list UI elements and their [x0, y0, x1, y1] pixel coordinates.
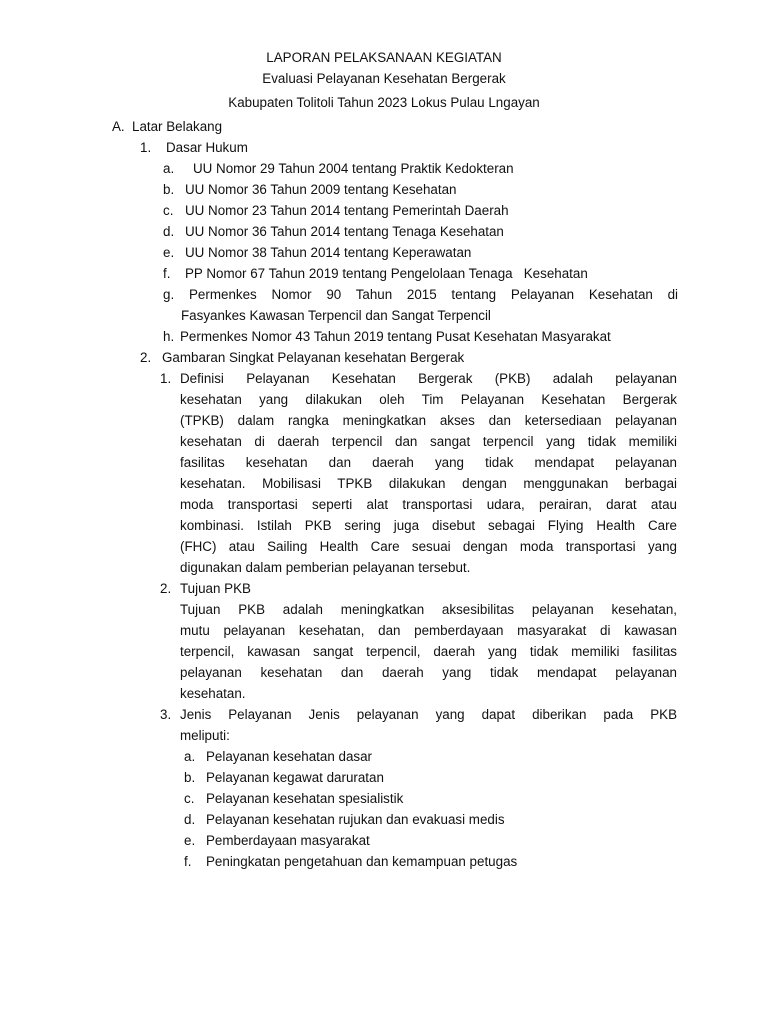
service-item: Pelayanan kesehatan spesialistik — [206, 791, 404, 806]
paragraph-line: (FHC) atau Sailing Health Care sesuai dengan moda transportasi yang — [180, 539, 677, 554]
paragraph-line: kesehatan yang dilakukan oleh Tim Pelayanan Kesehatan Bergerak — [180, 392, 677, 407]
sub-3-marker: 3. — [160, 707, 172, 722]
paragraph-line: fasilitas kesehatan dan daerah yang tidak mendapat pelayanan — [180, 455, 677, 470]
law-marker: c. — [163, 203, 174, 218]
paragraph-line: (TPKB) dalam rangka meningkatkan akses dan ketersediaan pelayanan — [180, 413, 677, 428]
paragraph-line: digunakan dalam pemberian pelayanan tersebut. — [180, 560, 471, 575]
law-item: PP Nomor 67 Tahun 2019 tentang Pengelolaan Tenaga Kesehatan — [185, 266, 588, 281]
law-item: UU Nomor 36 Tahun 2009 tentang Kesehatan — [185, 182, 457, 197]
report-location: Kabupaten Tolitoli Tahun 2023 Lokus Pulau Lngayan — [228, 95, 540, 110]
item-2-heading: Gambaran Singkat Pelayanan kesehatan Bergerak — [162, 350, 465, 365]
paragraph-line: Definisi Pelayanan Kesehatan Bergerak (PKB) adalah pelayanan — [180, 371, 677, 386]
paragraph-line: Jenis Pelayanan Jenis pelayanan yang dapat diberikan pada PKB — [180, 707, 677, 722]
paragraph-line: pelayanan kesehatan dan daerah yang tidak mendapat pelayanan — [180, 665, 677, 680]
law-marker: h. — [163, 329, 175, 344]
service-item: Peningkatan pengetahuan dan kemampuan petugas — [206, 854, 518, 869]
law-marker: f. — [163, 266, 171, 281]
service-item: Pelayanan kesehatan dasar — [206, 749, 373, 764]
sub-2-heading: Tujuan PKB — [180, 581, 251, 596]
item-1-marker: 1. — [140, 140, 152, 155]
law-item: UU Nomor 36 Tahun 2014 tentang Tenaga Kesehatan — [185, 224, 504, 239]
law-item-continued: Fasyankes Kawasan Terpencil dan Sangat Terpencil — [181, 308, 491, 323]
law-marker: e. — [163, 245, 175, 260]
section-a-marker: A. — [112, 119, 125, 134]
service-item: Pelayanan kegawat daruratan — [206, 770, 384, 785]
paragraph-line: kesehatan. — [180, 686, 246, 701]
law-item: UU Nomor 23 Tahun 2014 tentang Pemerintah Daerah — [185, 203, 509, 218]
paragraph-line: moda transportasi seperti alat transportasi udara, perairan, darat atau — [180, 497, 677, 512]
paragraph-line: terpencil, kawasan sangat terpencil, daerah yang tidak memiliki fasilitas — [180, 644, 677, 659]
law-item: Permenkes Nomor 43 Tahun 2019 tentang Pusat Kesehatan Masyarakat — [180, 329, 611, 344]
paragraph-line: mutu pelayanan kesehatan, dan pemberdayaan masyarakat di kawasan — [180, 623, 677, 638]
sub-1-marker: 1. — [160, 371, 172, 386]
law-item: UU Nomor 38 Tahun 2014 tentang Keperawatan — [185, 245, 472, 260]
report-title: LAPORAN PELAKSANAAN KEGIATAN — [266, 50, 502, 65]
paragraph-line: kombinasi. Istilah PKB sering juga disebut sebagai Flying Health Care — [180, 518, 677, 533]
law-item: Permenkes Nomor 90 Tahun 2015 tentang Pelayanan Kesehatan di — [189, 287, 678, 302]
paragraph-line: Tujuan PKB adalah meningkatkan aksesibilitas pelayanan kesehatan, — [180, 602, 677, 617]
service-marker: d. — [184, 812, 196, 827]
paragraph-line: kesehatan di daerah terpencil dan sangat terpencil yang tidak memiliki — [180, 434, 677, 449]
law-marker: b. — [163, 182, 175, 197]
service-marker: a. — [184, 749, 196, 764]
item-2-marker: 2. — [140, 350, 152, 365]
paragraph-line: kesehatan. Mobilisasi TPKB dilakukan dengan menggunakan berbagai — [180, 476, 677, 491]
law-marker: g. — [163, 287, 175, 302]
report-subtitle: Evaluasi Pelayanan Kesehatan Bergerak — [262, 71, 506, 86]
service-marker: b. — [184, 770, 196, 785]
service-item: Pemberdayaan masyarakat — [206, 833, 370, 848]
section-a-heading: Latar Belakang — [132, 119, 223, 134]
service-marker: c. — [184, 791, 195, 806]
law-item: UU Nomor 29 Tahun 2004 tentang Praktik Kedokteran — [193, 161, 514, 176]
law-marker: d. — [163, 224, 175, 239]
sub-2-marker: 2. — [160, 581, 172, 596]
item-1-heading: Dasar Hukum — [166, 140, 248, 155]
law-marker: a. — [163, 161, 175, 176]
service-item: Pelayanan kesehatan rujukan dan evakuasi medis — [206, 812, 505, 827]
service-marker: e. — [184, 833, 196, 848]
service-marker: f. — [184, 854, 192, 869]
paragraph-line: meliputi: — [180, 728, 230, 743]
